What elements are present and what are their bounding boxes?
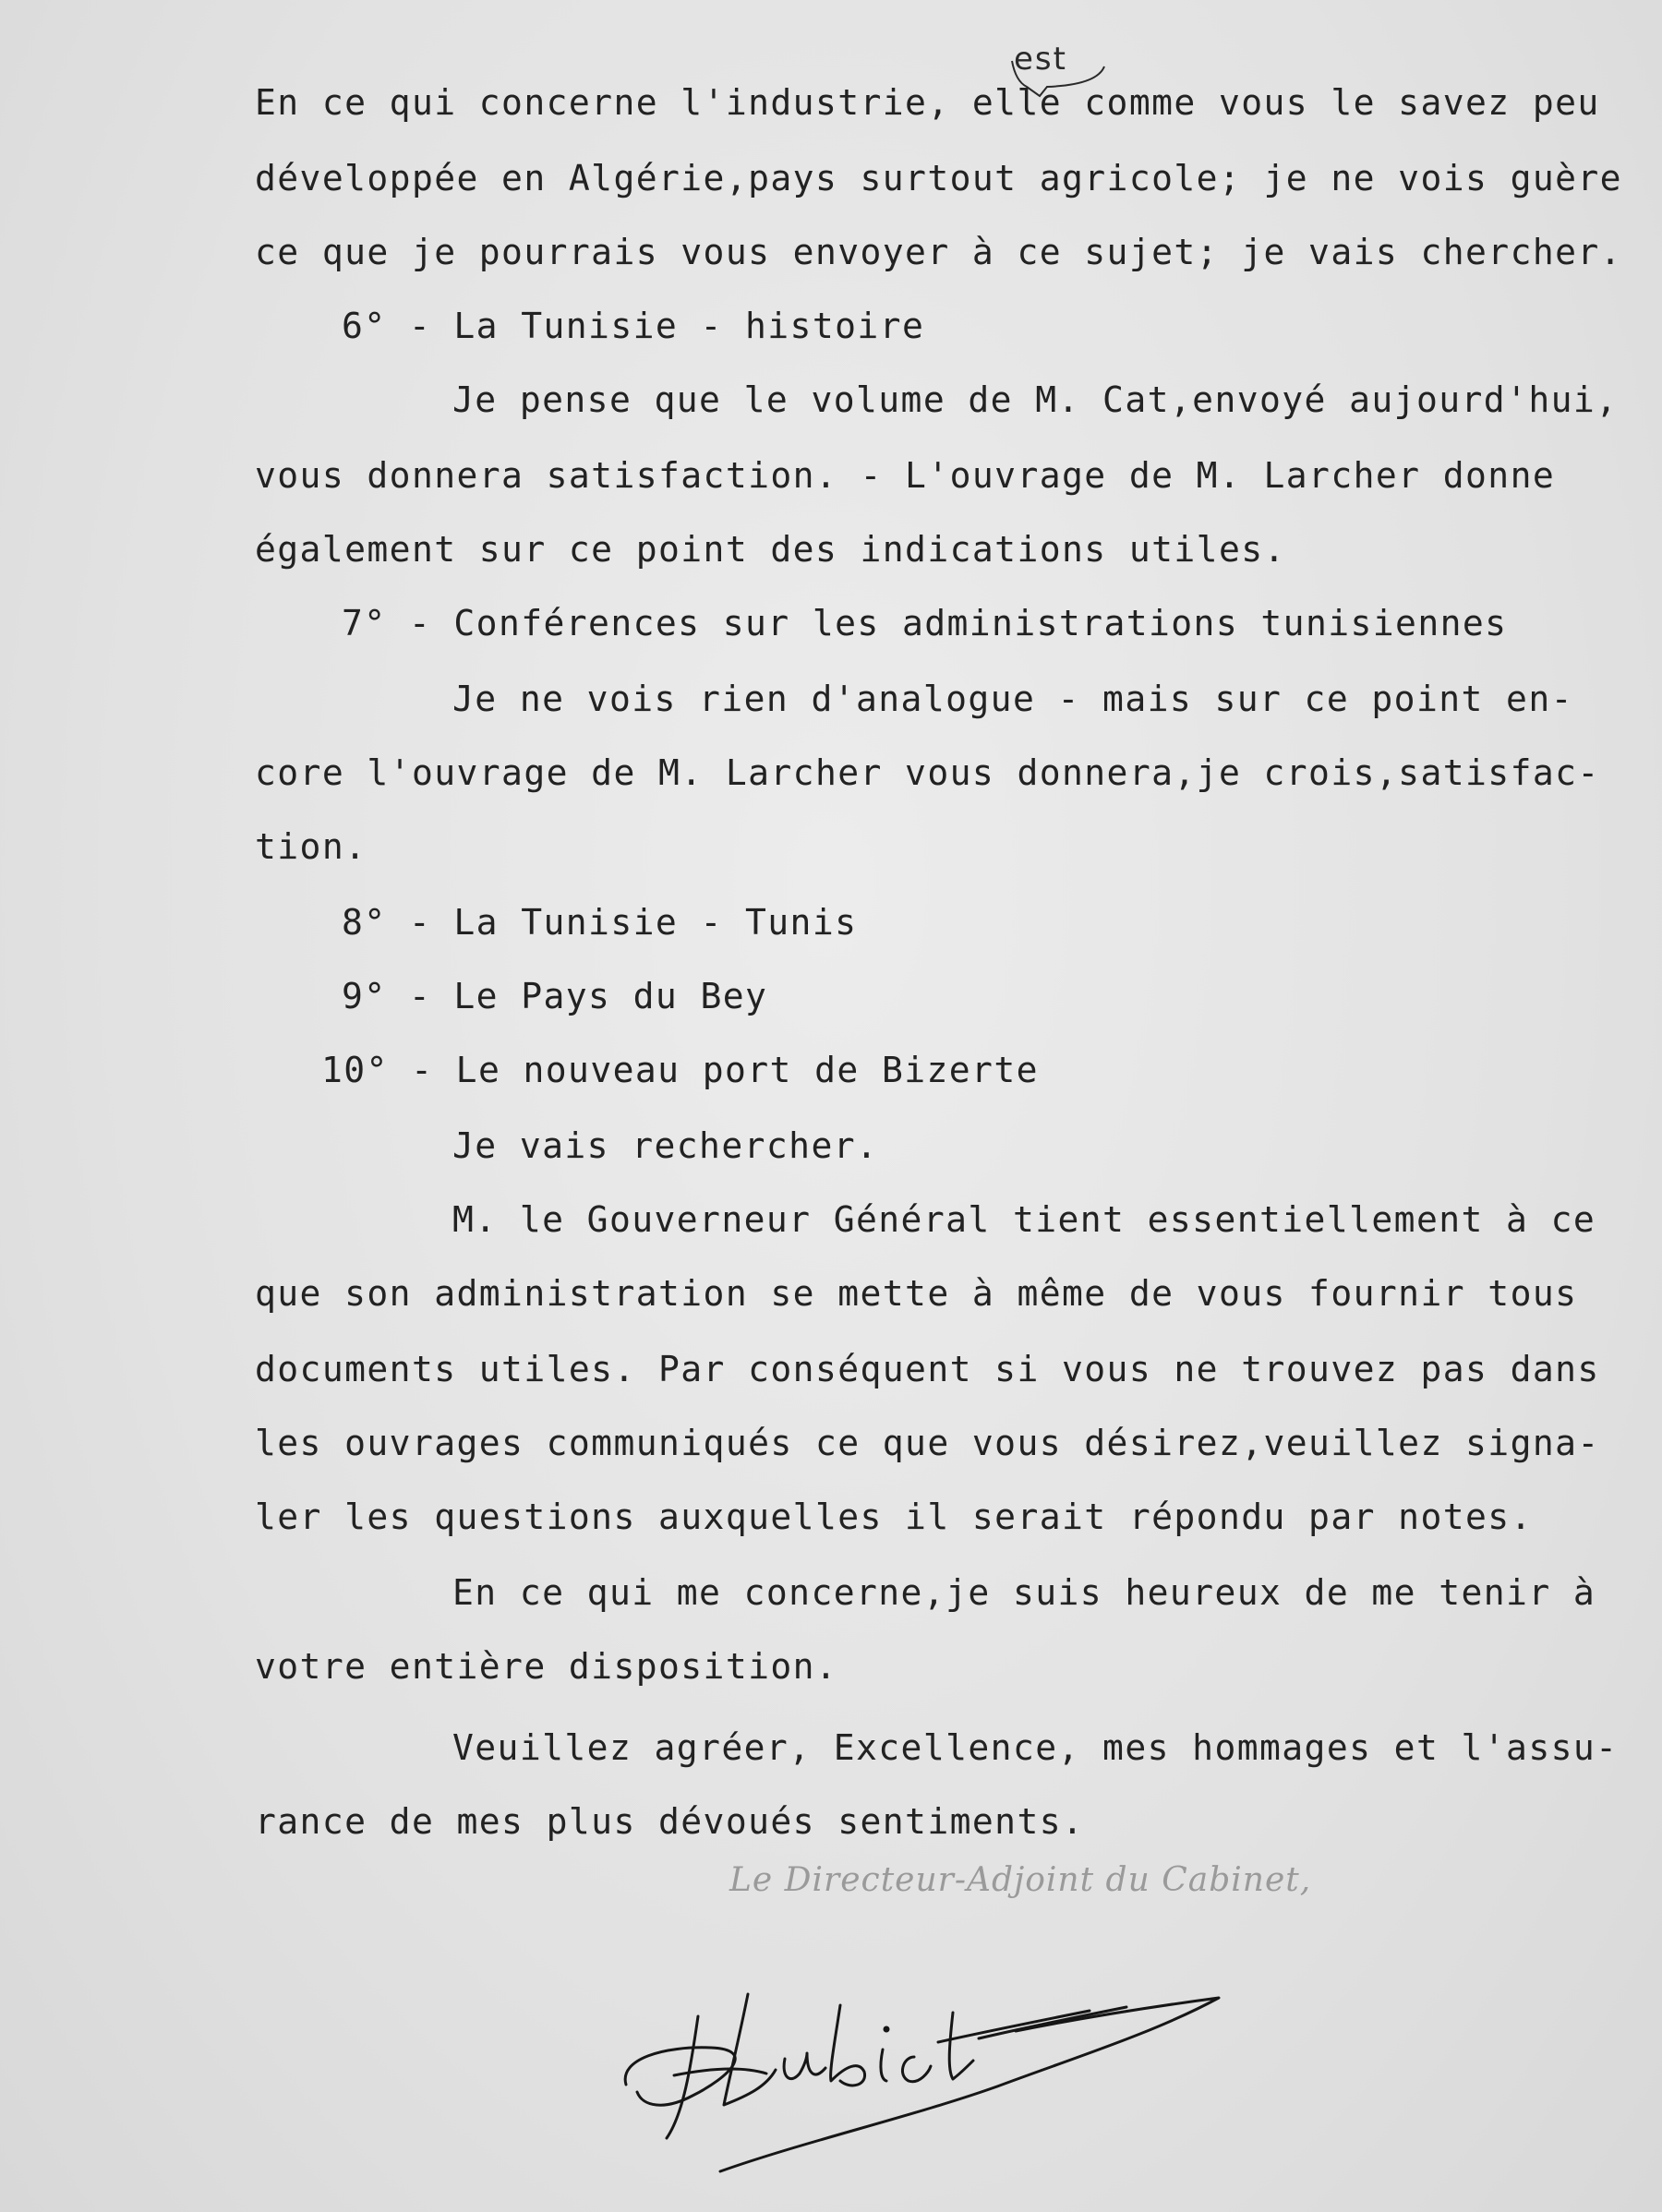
body-line: ce que je pourrais vous envoyer à ce sujet; je vais chercher. xyxy=(255,232,1622,272)
section-heading: 7° - Conférences sur les administrations tunisiennes xyxy=(342,603,1508,643)
section-heading: 6° - La Tunisie - histoire xyxy=(342,306,925,346)
body-line: votre entière disposition. xyxy=(255,1646,838,1687)
office-stamp: Le Directeur-Adjoint du Cabinet, xyxy=(729,1861,1312,1899)
body-line: également sur ce point des indications utiles. xyxy=(255,529,1286,570)
closing-line: Veuillez agréer, Excellence, mes hommages et l'assu- xyxy=(452,1727,1619,1768)
body-line: M. le Gouverneur Général tient essentiellement à ce xyxy=(452,1199,1596,1240)
section-heading: 9° - Le Pays du Bey xyxy=(342,976,768,1016)
body-line: En ce qui me concerne,je suis heureux de me tenir à xyxy=(452,1572,1596,1613)
body-line: vous donnera satisfaction. - L'ouvrage de M. Larcher donne xyxy=(255,455,1556,496)
body-line: Je vais rechercher. xyxy=(452,1125,879,1166)
handwritten-insertion: est xyxy=(1014,41,1067,78)
section-heading: 8° - La Tunisie - Tunis xyxy=(342,902,858,943)
body-line: développée en Algérie,pays surtout agricole; je ne vois guère xyxy=(255,158,1622,198)
body-line: documents utiles. Par conséquent si vous ne trouvez pas dans xyxy=(255,1349,1600,1389)
body-line: les ouvrages communiqués ce que vous désirez,veuillez signa- xyxy=(255,1423,1600,1463)
handwritten-signature xyxy=(609,1957,1237,2179)
body-line: que son administration se mette à même de vous fournir tous xyxy=(255,1273,1578,1314)
body-line: tion. xyxy=(255,826,367,867)
body-line: ler les questions auxquelles il serait répondu par notes. xyxy=(255,1497,1533,1537)
section-heading: 10° - Le nouveau port de Bizerte xyxy=(321,1050,1039,1090)
body-line: core l'ouvrage de M. Larcher vous donnera,je crois,satisfac- xyxy=(255,752,1600,793)
body-line: Je pense que le volume de M. Cat,envoyé aujourd'hui, xyxy=(452,379,1619,420)
body-line: Je ne vois rien d'analogue - mais sur ce point en- xyxy=(452,679,1573,719)
body-line: En ce qui concerne l'industrie, elle comme vous le savez peu xyxy=(255,82,1600,123)
closing-line: rance de mes plus dévoués sentiments. xyxy=(255,1801,1085,1842)
